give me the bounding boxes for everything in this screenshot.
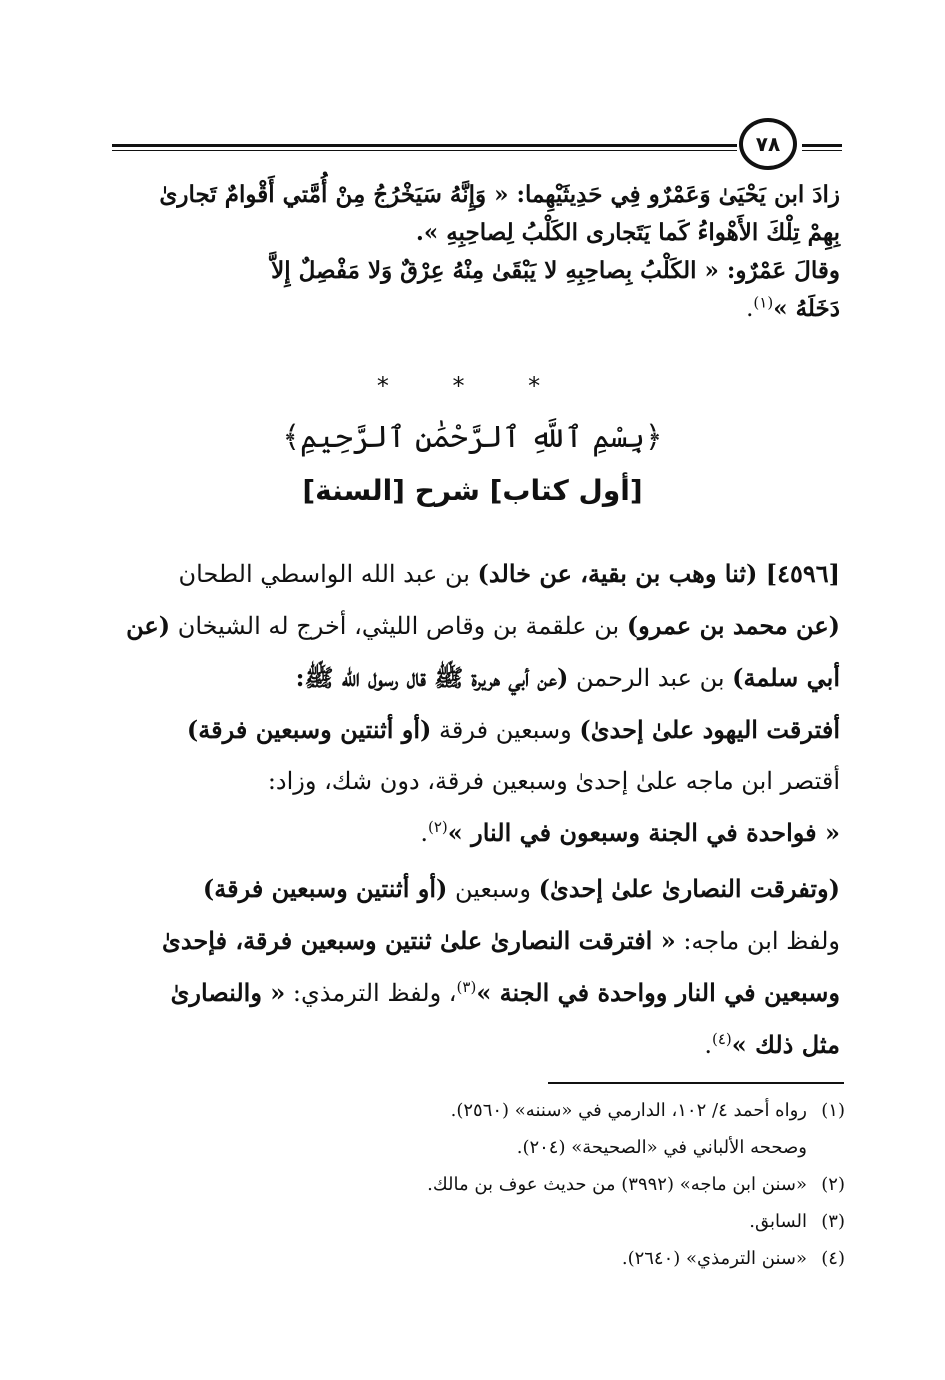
page-number: ٧٨ [739,118,797,170]
hadith-quote: مثل ذلك » [731,1030,840,1059]
hadith-text: (أو أثنتين وسبعين فرقة) [186,715,432,744]
intro-paragraph [110,176,840,328]
footnote-ref: (١) [753,293,774,312]
section-separator: * * * [376,372,569,400]
commentary-span: وسبعين فرقة [431,716,580,744]
header-rule-right [802,144,842,147]
page-header [112,118,842,172]
commentary-line [110,548,840,600]
chapter-title: [أول كتاب] شرح [السنة] [302,474,643,507]
intro-line: زادَ ابن يَحْيَىٰ وَعَمْرٌو فِي حَدِيثَيْهِما: « وَإِنَّهُ سَيَخْرُجُ مِنْ أُمَّتي أَقْوامٌ تَجارىٰ [159,181,840,208]
header-rule-right-thin [802,150,842,151]
footnote-item [285,1240,845,1277]
footnote-text: «سنن الترمذي» (٢٦٤٠). [621,1248,807,1269]
commentary-line [110,863,840,915]
header-rule-thin [112,150,737,151]
commentary-line [110,915,840,967]
commentary-line: أقتصر ابن ماجه علىٰ إحدىٰ وسبعين فرقة، دون شك، وزاد: [267,767,840,795]
footnote-ref: (٢) [427,818,448,836]
footnote-number: (٣) [821,1211,845,1232]
hadith-chain: [٤٥٩٦] (ثنا وهب بن بقية، عن خالد) [477,559,840,588]
hadith-text: (وتفرقت النصارىٰ علىٰ إحدىٰ) [538,874,840,903]
commentary-span: بن علقمة بن وقاص الليثي، أخرج له الشيخان [170,612,627,640]
hadith-chain: (عن [126,611,171,640]
intro-line-last: دَخَلَهُ »$^{(١)}$. [746,293,840,322]
intro-line: وقالَ عَمْرٌو: « الكَلْبُ بِصاحِبِهِ لا يَبْقَىٰ مِنْهُ عِرْقٌ وَلا مَفْصِلٌ إِلاَّ [271,257,840,284]
hadith-quote: « فواحدة في الجنة وسبعون في النار » [447,818,840,847]
intro-line-text: دَخَلَهُ » [773,295,840,322]
commentary-line [110,967,840,1019]
commentary-span: بن عبد الله الواسطي الطحان [178,560,478,588]
hadith-quote: « افترقت النصارىٰ علىٰ ثنتين وسبعين فرقة، فإحدىٰ [162,926,676,955]
footnote-item [285,1129,845,1166]
commentary-line: مثل ذلك »$^{(٤)}$. [704,1030,840,1059]
commentary-span: ولفظ ابن ماجه: [675,927,840,955]
footnote-text: وصححه الألباني في «الصحيحة» (٢٠٤). [516,1137,807,1158]
hadith-quote: « والنصارىٰ [170,978,286,1007]
basmala: ﴿بِسْمِ ٱللَّهِ ٱلرَّحْمَٰنِ ٱلرَّحِيمِ﴾ [282,420,663,455]
footnote-text: رواه أحمد ٤/ ١٠٢، الدارمي في «سننه» (٢٥٦٠). [450,1100,807,1121]
footnote-ref: (٤) [712,1030,732,1048]
commentary-line: « فواحدة في الجنة وسبعون في النار »$^{(٢)}$. [420,818,840,847]
intro-line: بِهِمْ تِلْكَ الأَهْواءُ كَما يَتَجارى الكَلْبُ لِصاحِبِهِ ». [415,219,840,246]
commentary-text [110,548,840,1071]
footnote-separator [548,1082,844,1084]
hadith-chain: (عن أبي هريرة ﷺ قال رسول الله ﷺ: [295,663,569,692]
hadith-chain: أبي سلمة) [732,663,840,692]
commentary-span: وسبعين [447,875,539,903]
footnote-number: (٢) [821,1174,845,1195]
commentary-span: بن عبد الرحمن [568,664,733,692]
hadith-text: (أو أثنتين وسبعين فرقة) [202,874,448,903]
footnotes [285,1092,845,1277]
commentary-line [110,704,840,756]
footnote-number: (٤) [821,1248,845,1269]
commentary-line [110,600,840,652]
hadith-quote: وسبعين في النار وواحدة في الجنة » [476,978,840,1007]
hadith-chain: (عن محمد بن عمرو) [626,611,840,640]
footnote-text: «سنن ابن ماجه» (٣٩٩٢) من حديث عوف بن مالك. [427,1174,807,1195]
footnote-number: (١) [821,1100,845,1121]
commentary-span: ، ولفظ الترمذي: [285,979,457,1007]
commentary-line [110,652,840,704]
footnote-item [285,1166,845,1203]
footnote-item [285,1092,845,1129]
footnote-item [285,1203,845,1240]
header-rule [112,144,737,147]
hadith-text: أفترقت اليهود علىٰ إحدىٰ) [579,715,840,744]
footnote-text: السابق. [749,1211,807,1232]
footnote-ref: (٣) [456,978,477,996]
